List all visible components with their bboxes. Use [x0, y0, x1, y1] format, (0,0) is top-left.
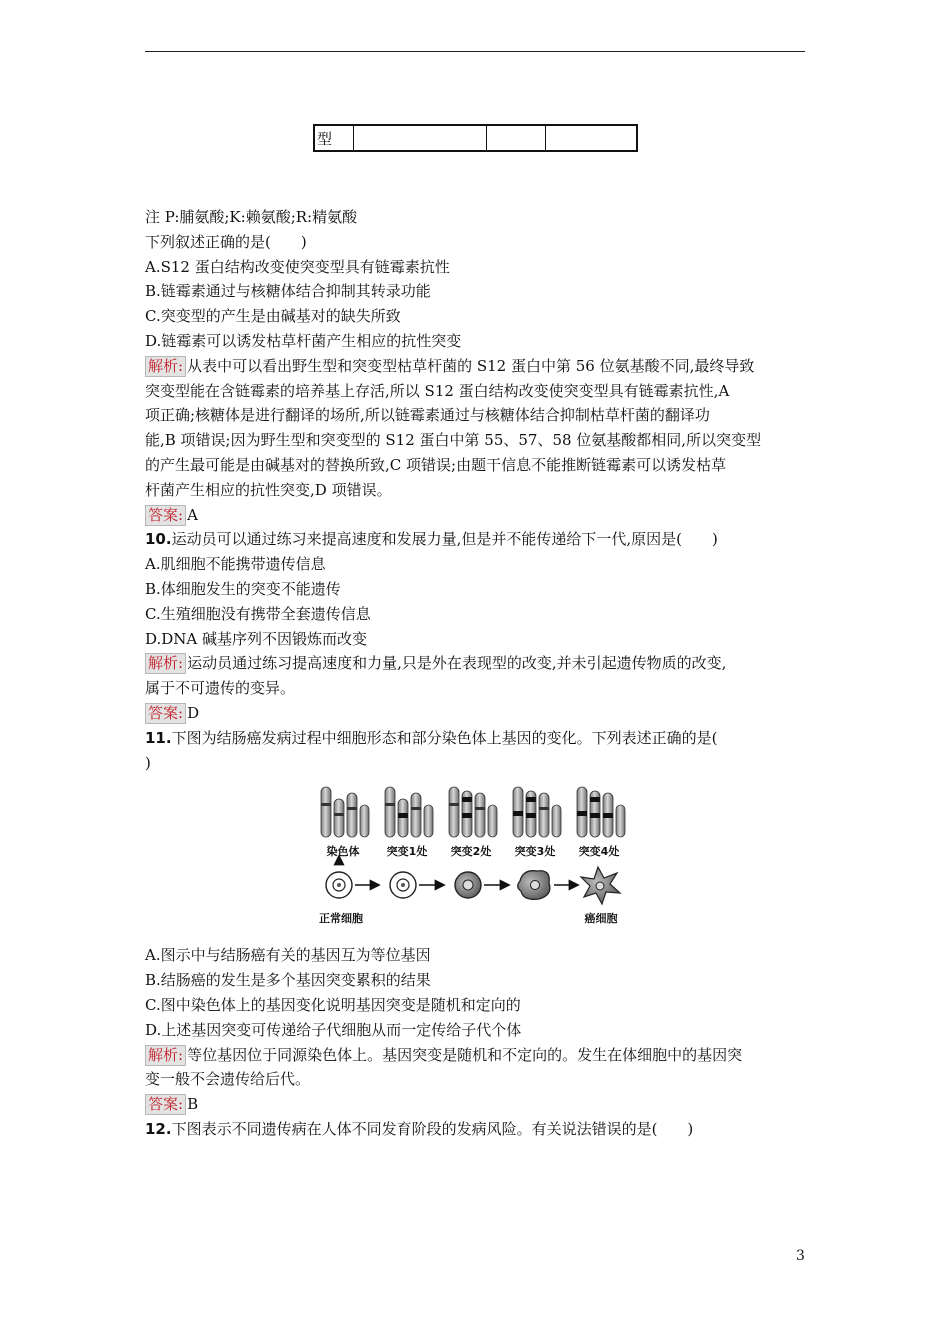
- q9-analysis-line: 突变型能在含链霉素的培养基上存活,所以 S12 蛋白结构改变使突变型具有链霉素抗性,A: [145, 381, 730, 400]
- chromosome-group-mutation-4: [577, 787, 625, 837]
- colon-cancer-figure: [315, 783, 645, 933]
- chromosome-group-normal: [321, 787, 369, 837]
- q11-stem-end: ): [145, 753, 151, 772]
- q11-option-a: A.图示中与结肠癌有关的基因互为等位基因: [145, 946, 431, 965]
- chromosome-group-mutation-1: [385, 787, 433, 837]
- q9-option-b: B.链霉素通过与核糖体结合抑制其转录功能: [145, 282, 431, 301]
- q9-analysis-line: 能,B 项错误;因为野生型和突变型的 S12 蛋白中第 55、57、58 位氨基酸都相同,所以突变型: [145, 431, 762, 450]
- q9-analysis-line: 项正确;核糖体是进行翻译的场所,所以链霉素通过与核糖体结合抑制枯草杆菌的翻译功: [145, 406, 710, 425]
- q10-option-a: A.肌细胞不能携带遗传信息: [145, 555, 326, 574]
- q10-option-c: C.生殖细胞没有携带全套遗传信息: [145, 604, 371, 623]
- q10-answer: 答案: D: [145, 701, 810, 726]
- analysis-tag: 解析:: [145, 653, 186, 674]
- table-note: 注 P:脯氨酸;K:赖氨酸;R:精氨酸: [145, 208, 358, 226]
- page-number: 3: [796, 1248, 805, 1264]
- analysis-tag: 解析:: [145, 1045, 186, 1066]
- stage-label: 染色体: [326, 845, 360, 859]
- cancer-cell-label: 癌细胞: [584, 912, 618, 926]
- q12-stem: 12.下图表示不同遗传病在人体不同发育阶段的发病风险。有关说法错误的是( ): [145, 1119, 694, 1138]
- q9-analysis-line: 解析: 从表中可以看出野生型和突变型枯草杆菌的 S12 蛋白中第 56 位氨基酸不同,最终导致: [145, 354, 810, 379]
- answer-tag: 答案:: [145, 703, 186, 724]
- q10-analysis-line: 解析: 运动员通过练习提高速度和力量,只是外在表现型的改变,并未引起遗传物质的改变,: [145, 651, 810, 676]
- cancer-cell: [581, 867, 620, 904]
- q9-option-d: D.链霉素可以诱发枯草杆菌产生相应的抗性突变: [145, 331, 462, 350]
- normal-cell: [326, 872, 352, 898]
- q10-option-d: D.DNA 碱基序列不因锻炼而改变: [145, 629, 368, 648]
- q11-analysis-line: 解析: 等位基因位于同源染色体上。基因突变是随机和不定向的。发生在体细胞中的基因突: [145, 1043, 810, 1068]
- q10-option-b: B.体细胞发生的突变不能遗传: [145, 579, 341, 598]
- q11-option-c: C.图中染色体上的基因变化说明基因突变是随机和定向的: [145, 995, 521, 1014]
- q10-analysis-line: 属于不可遗传的变异。: [145, 679, 296, 698]
- q9-option-c: C.突变型的产生是由碱基对的缺失所致: [145, 307, 401, 326]
- chromosome-group-mutation-3: [513, 787, 561, 837]
- q11-analysis-line: 变一般不会遗传给后代。: [145, 1070, 311, 1089]
- q11-option-b: B.结肠癌的发生是多个基因突变累积的结果: [145, 971, 431, 990]
- stage-label: 突变1处: [386, 845, 428, 859]
- table-fragment: [313, 124, 638, 152]
- table-cell: [546, 125, 638, 151]
- q9-stem: 下列叙述正确的是( ): [145, 232, 307, 251]
- q11-answer: 答案: B: [145, 1092, 810, 1117]
- stage-label: 突变3处: [514, 845, 556, 859]
- document-body: [145, 205, 810, 1142]
- q11-stem: 11.下图为结肠癌发病过程中细胞形态和部分染色体上基因的变化。下列表述正确的是(: [145, 728, 718, 747]
- q9-answer: 答案: A: [145, 503, 810, 528]
- table-row-header: 型: [314, 125, 354, 151]
- chromosome-group-mutation-2: [449, 787, 497, 837]
- q9-option-a: A.S12 蛋白结构改变使突变型具有链霉素抗性: [145, 257, 450, 276]
- table-cell: [354, 125, 487, 151]
- cell-stage-4: [518, 871, 550, 900]
- answer-tag: 答案:: [145, 1094, 186, 1115]
- stage-label: 突变2处: [450, 845, 492, 859]
- cell-stage-2: [390, 872, 416, 898]
- q9-analysis-line: 杆菌产生相应的抗性突变,D 项错误。: [145, 480, 392, 499]
- stage-label: 突变4处: [578, 845, 620, 859]
- table-cell: [487, 125, 546, 151]
- header-rule: [145, 51, 805, 52]
- q10-stem: 10.运动员可以通过练习来提高速度和发展力量,但是并不能传递给下一代,原因是( ): [145, 530, 718, 549]
- cell-stage-3: [455, 872, 481, 898]
- q11-option-d: D.上述基因突变可传递给子代细胞从而一定传给子代个体: [145, 1020, 522, 1039]
- q9-analysis-line: 的产生最可能是由碱基对的替换所致,C 项错误;由题干信息不能推断链霉素可以诱发枯草: [145, 455, 727, 474]
- normal-cell-label: 正常细胞: [319, 912, 363, 926]
- analysis-tag: 解析:: [145, 356, 186, 377]
- answer-tag: 答案:: [145, 505, 186, 526]
